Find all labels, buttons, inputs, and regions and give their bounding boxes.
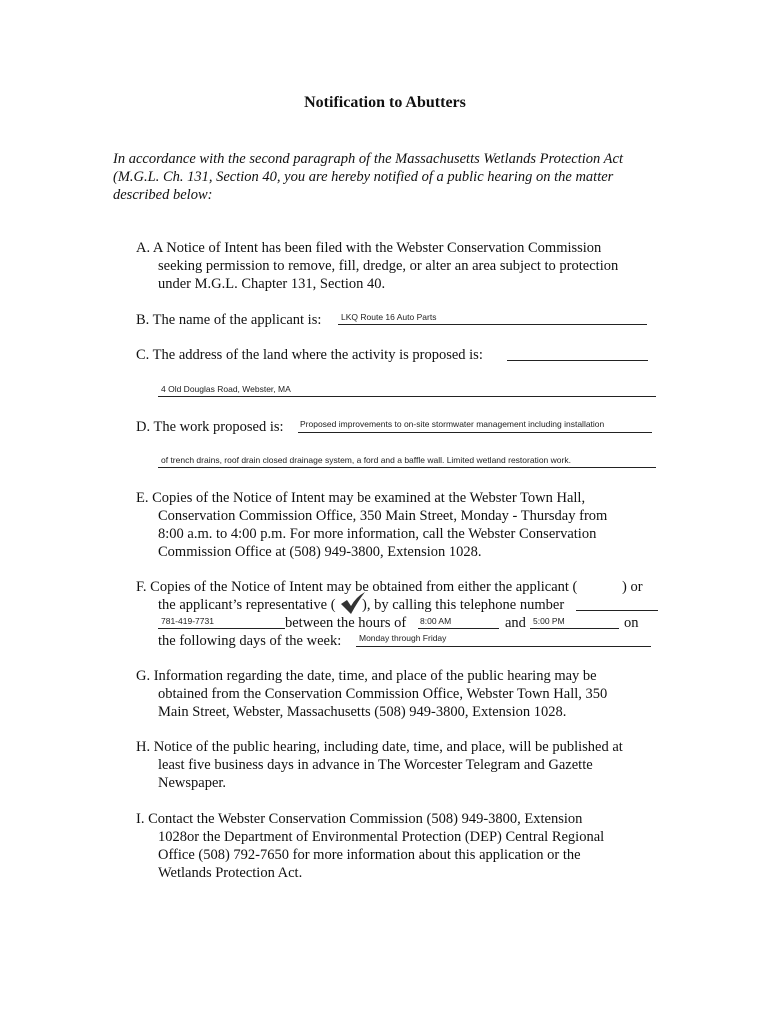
address-underline <box>158 396 656 397</box>
days-label: the following days of the week: <box>158 633 342 649</box>
address-underline-short <box>507 360 648 361</box>
applicant-name-underline <box>338 324 647 325</box>
end-time-field[interactable]: 5:00 PM <box>533 616 565 626</box>
item-g-line: obtained from the Conservation Commission Office, Webster Town Hall, 350 <box>158 686 608 702</box>
work-proposed-field-1[interactable]: Proposed improvements to on-site stormwater management including installation <box>300 419 605 429</box>
item-i-line: 1028or the Department of Environmental Protection (DEP) Central Regional <box>158 829 605 845</box>
item-a-line: under M.G.L. Chapter 131, Section 40. <box>158 276 386 292</box>
between-hours-label: between the hours of <box>285 615 407 631</box>
item-h-line: least five business days in advance in The Worcester Telegram and Gazette <box>158 757 593 773</box>
item-f-line2-end: ), by calling this telephone number <box>362 597 565 613</box>
telephone-underline <box>158 628 285 629</box>
item-f-line1-end: ) or <box>622 579 643 595</box>
intro-paragraph <box>113 150 623 204</box>
document-title: Notification to Abutters <box>304 94 466 111</box>
item-g-line: G. Information regarding the date, time, and place of the public hearing may be <box>136 668 597 684</box>
telephone-field[interactable]: 781-419-7731 <box>161 616 214 626</box>
item-g-line: Main Street, Webster, Massachusetts (508) 949-3800, Extension 1028. <box>158 704 567 720</box>
item-e-line: 8:00 a.m. to 4:00 p.m. For more information, call the Webster Conservation <box>158 526 597 542</box>
work-underline-2 <box>158 467 656 468</box>
start-time-underline <box>418 628 499 629</box>
start-time-field[interactable]: 8:00 AM <box>420 616 452 626</box>
item-a-line: A. A Notice of Intent has been filed with the Webster Conservation Commission <box>136 240 602 256</box>
item-i-line: Wetlands Protection Act. <box>158 865 303 881</box>
work-proposed-field-2[interactable]: of trench drains, roof drain closed drainage system, a ford and a baffle wall. Limited wetland restoration work. <box>161 455 571 465</box>
days-field[interactable]: Monday through Friday <box>359 633 447 643</box>
item-f-line2-start: the applicant’s representative ( <box>158 597 336 613</box>
and-label: and <box>505 615 526 631</box>
item-a-line: seeking permission to remove, fill, dredge, or alter an area subject to protection <box>158 258 619 274</box>
intro-line: In accordance with the second paragraph of the Massachusetts Wetlands Protection Act <box>113 151 623 167</box>
item-d-label: D. The work proposed is: <box>136 419 284 435</box>
item-e-line: Conservation Commission Office, 350 Main Street, Monday - Thursday from <box>158 508 608 524</box>
days-underline <box>356 646 651 647</box>
item-h-line: Newspaper. <box>158 775 227 791</box>
land-address-field[interactable]: 4 Old Douglas Road, Webster, MA <box>161 384 291 394</box>
item-i-line: I. Contact the Webster Conservation Commission (508) 949-3800, Extension <box>136 811 583 827</box>
applicant-name-field[interactable]: LKQ Route 16 Auto Parts <box>341 312 437 322</box>
work-underline-1 <box>298 432 652 433</box>
item-e-line: E. Copies of the Notice of Intent may be examined at the Webster Town Hall, <box>136 490 586 506</box>
item-h-line: H. Notice of the public hearing, including date, time, and place, will be published at <box>136 739 623 755</box>
item-c-label: C. The address of the land where the activity is proposed is: <box>136 347 483 363</box>
intro-line: described below: <box>113 187 213 203</box>
item-e-line: Commission Office at (508) 949-3800, Extension 1028. <box>158 544 482 560</box>
item-i-line: Office (508) 792-7650 for more information about this application or the <box>158 847 581 863</box>
intro-line: (M.G.L. Ch. 131, Section 40, you are hereby notified of a public hearing on the matter <box>113 169 614 185</box>
on-label: on <box>624 615 639 631</box>
end-time-underline <box>530 628 619 629</box>
telephone-underline-top <box>576 610 658 611</box>
item-f-line1-start: F. Copies of the Notice of Intent may be obtained from either the applicant ( <box>136 579 578 595</box>
item-b-label: B. The name of the applicant is: <box>136 312 322 328</box>
